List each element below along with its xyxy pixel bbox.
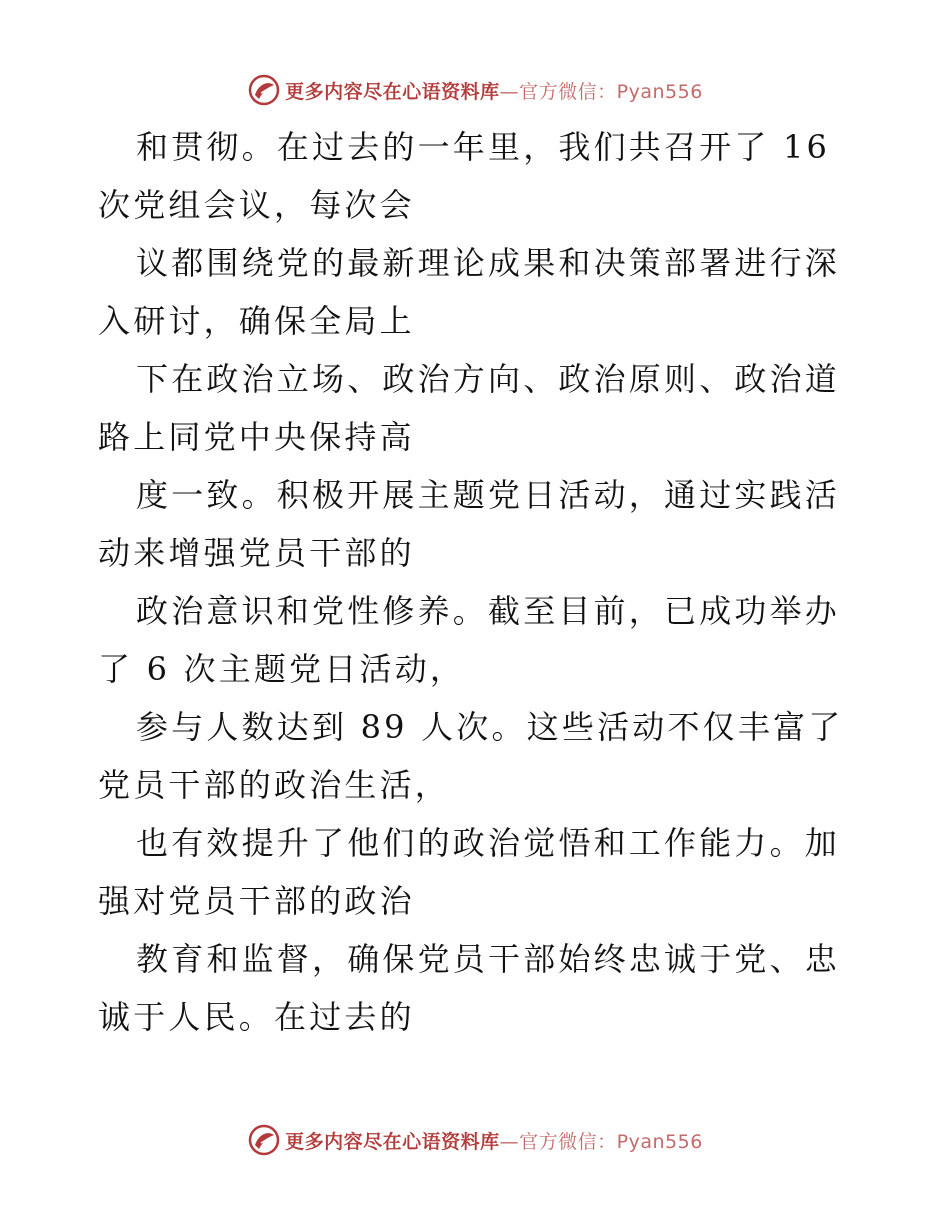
paragraph: 也有效提升了他们的政治觉悟和工作能力。加强对党员干部的政治 [98, 824, 841, 920]
paragraph: 下在政治立场、政治方向、政治原则、政治道路上同党中央保持高 [98, 360, 841, 456]
paragraph: 议都围绕党的最新理论成果和决策部署进行深入研讨，确保全局上 [98, 244, 841, 340]
footer-banner [0, 1120, 950, 1160]
paragraph: 参与人数达到 89 人次。这些活动不仅丰富了党员干部的政治生活， [98, 708, 844, 804]
paragraph: 度一致。积极开展主题党日活动，通过实践活动来增强党员干部的 [98, 476, 841, 572]
brand-logo-icon [247, 1123, 281, 1157]
paragraph: 和贯彻。在过去的一年里，我们共召开了 16 次党组会议，每次会 [98, 128, 831, 224]
document-body [98, 118, 858, 1046]
footer-text: 更多内容尽在心语资料库—官方微信：Pyan556 [285, 1130, 703, 1153]
header-banner [0, 70, 950, 110]
brand-logo-icon [247, 73, 281, 107]
header-text: 更多内容尽在心语资料库—官方微信：Pyan556 [285, 80, 703, 103]
paragraph: 政治意识和党性修养。截至目前，已成功举办了 6 次主题党日活动， [98, 592, 841, 688]
paragraph: 教育和监督，确保党员干部始终忠诚于党、忠诚于人民。在过去的 [98, 940, 841, 1036]
